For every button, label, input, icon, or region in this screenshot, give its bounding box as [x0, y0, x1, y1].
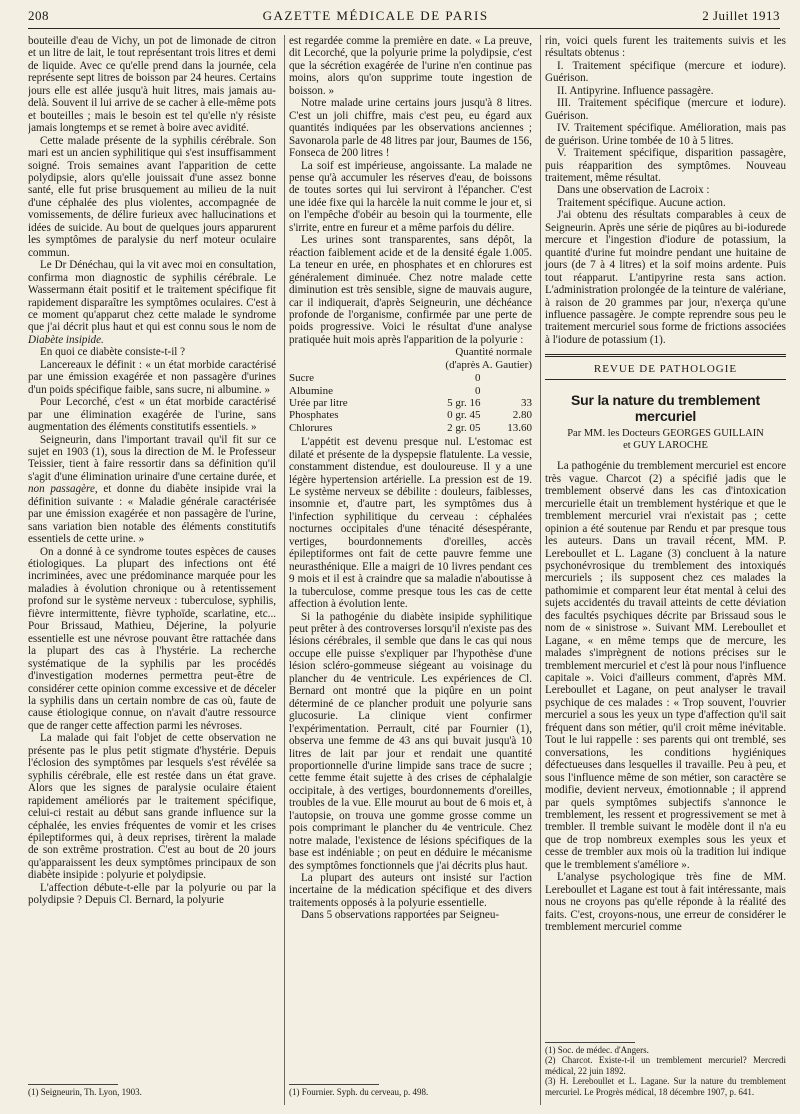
footnote-rule: [545, 1042, 635, 1043]
paragraph-text: et donne du diabète insipide vrai la définition suivante : « Maladie générale caractérisée par une émission exagérée et non passagère de l'urine, sans variation bien notable des éléments constitutifs essentiels de cette urine. »: [28, 483, 276, 546]
analysis-label: Phosphates: [289, 409, 339, 422]
page-header: [28, 8, 780, 29]
article-title: Sur la nature du tremblement mercuriel: [571, 392, 760, 425]
analysis-row: [289, 397, 532, 409]
analysis-row: [289, 372, 532, 384]
analysis-normal: 2.80: [512, 409, 532, 422]
term-diabete-insipide: Diabète insipide.: [28, 333, 104, 346]
treatment-result: IV. Traitement spécifique. Amélioration, mais pas de guérison. Urine tombée de 10 à 5 litres.: [545, 122, 786, 147]
paragraph: Notre malade urine certains jours jusqu'à 8 litres. C'est un joli chiffre, mais c'est peu, eu égard aux quantités indiquées par les observations anciennes ; Savonarola parle de 48 litres par jour, Baumes de 156, Fonseca de 200 litres !: [289, 97, 532, 160]
treatment-result: II. Antipyrine. Influence passagère.: [557, 84, 714, 97]
footnote: (1) Seigneurin, Th. Lyon, 1903.: [28, 1086, 142, 1097]
paragraph: rin, voici quels furent les traitements suivis et les résultats obtenus :: [545, 35, 786, 60]
analysis-heading-line: Quantité normale: [455, 346, 532, 359]
analysis-normal: [480, 385, 532, 397]
analysis-value: 0: [474, 384, 481, 397]
footnote: (1) Fournier. Syph. du cerveau, p. 498.: [289, 1086, 429, 1097]
emphasis: non passagère,: [28, 483, 98, 496]
paragraph: L'affection débute-t-elle par la polyurie ou par la polydipsie ? Depuis Cl. Bernard, la polyurie: [28, 881, 276, 907]
article-byline: [545, 428, 786, 452]
paragraph: La soif est impérieuse, angoissante. La malade ne pense qu'à accumuler les réserves d'eau, de boissons de toutes sortes qui lui serviront à l'épancher. C'est une idée fixe qui la harcèle la nuit comme le jour et, si on l'empêche d'obéir au besoin qui la tourmente, elle s'irrite, entre en fureur et a même parfois du délire.: [289, 159, 532, 234]
paragraph: En quoi ce diabète consiste-t-il ?: [40, 346, 186, 359]
byline-line: et GUY LAROCHE: [623, 440, 708, 452]
analysis-row: [289, 409, 532, 421]
paragraph: J'ai obtenu des résultats comparables à ceux de Seigneurin. Après une série de piqûres au bi-iodurede mercure et l'ingestion d'iodure de potassium, la quantité d'urine fut moindre pendant une huitaine de jours (de 7 à 4 litres) et la soif moins ardente. Puis tout réapparut. L'antipyrine resta sans action. L'administration prolongée de la teinture de valériane, à raison de 20 grammes par jour, n'exerça qu'une influence passagère. Je compte reprendre sous peu le traitement mercuriel sous forme de frictions associées à l'iodure de potassium (1).: [545, 209, 786, 346]
analysis-label: Sucre: [289, 372, 315, 385]
paragraph: La plupart des auteurs ont insisté sur l'action incertaine de la médication spécifique et des divers traitements opposés à la polyurie essentielle.: [289, 872, 532, 909]
section-rule: [545, 379, 786, 380]
analysis-value: 5 gr. 16: [447, 396, 481, 409]
section-divider: [545, 354, 786, 357]
paragraph: Dans 5 observations rapportées par Seigneu-: [301, 909, 500, 922]
urine-analysis-table: [289, 372, 532, 434]
journal-title: GAZETTE MÉDICALE DE PARIS: [262, 8, 489, 23]
footnote: (3) H. Lereboullet et L. Lagane. Sur la nature du tremblement mercuriel. Le Progrès médical, 18 décembre 1907, p. 641.: [545, 1076, 786, 1097]
analysis-heading: [289, 346, 532, 371]
paragraph: L'appétit est devenu presque nul. L'estomac est dilaté et présente de la dyspepsie flatulente. La vessie, constamment distendue, est douloureuse. Il y a une légère hypertension artérielle. La pression est de 19. Le système nerveux se débilite : douleurs, faiblesses, insomnie et, d'autre part, les symptômes dus à l'infection syphilitique du cerveau : céphalées nocturnes occipitales d'une ténacité désespérante, vertiges, bourdonnements d'oreilles, accès épileptiformes ont fait de cette pauvre femme une neurasthénique. Elle a maigri de 10 livres pendant ces 9 mois et il est à craindre que sa maladie n'aboutisse à la tuberculose, comme presque tous les cas de cette affection à évolution lente.: [289, 436, 532, 611]
paragraph: bouteille d'eau de Vichy, un pot de limonade de citron et un litre de lait, le tout représentant trois litres et demi de liquide. Avec ce qu'elle prend dans la journée, cela représente sept litres de boisson par 24 heures. Certains jours elle est allée jusqu'à huit litres, mais jamais au-delà. Souvent il lui arrive de se cacher à elle-même pots et bouteilles ; mais le besoin est tel qu'elle n'y résiste jamais longtemps et se remet à boire avec avidité.: [28, 35, 276, 135]
column-2: [284, 35, 532, 1105]
treatment-result: III. Traitement spécifique (mercure et iodure). Guérison.: [545, 97, 786, 122]
analysis-value: 2 gr. 05: [447, 421, 481, 434]
paragraph: Pour Lecorché, c'est « un état morbide caractérisé par une élimination exagérée de l'urine, sans augmentation des éléments constitutifs essentiels. »: [28, 396, 276, 434]
paragraph: La pathogénie du tremblement mercuriel est encore très vague. Charcot (2) a spécifié jadis que le tremblement observé dans les cas d'intoxication mercurielle était un tremblement hystérique et que le tremblement mercuriel vrai n'existait pas ; cette opinion a été soutenue par Rendu et par presque tous les auteurs. Dans un travail récent, MM. P. Lereboullet et L. Lagane (3) concluent à la nature psychonévrosique du tremblement des intoxiqués mercuriels ; ils supposent chez ces malades la pathomimie et comparent leur état mental à celui des sujets accidentés du travail atteints de cette déviation des facultés psychiques décrite par Brissaud sous le nom de « sinistrose ». Suivant MM. Lereboullet et Lagane, « en même temps que de mercure, les malades s'imprègnent de notions précises sur le tremblement mercuriel et c'est là pour nous l'influence capitale ». Voici d'ailleurs comment, d'après MM. Lereboullet et Lagane, on peut analyser le travail psychique de ces malades : « Trop souvent, l'ouvrier mercuriel a sous les yeux un type d'affection qu'il sait fréquent dans son métier, qu'il croit même inévitable. Tout le lui rappelle : ses parents qui ont tremblé, ses conversations, les conditions hygiéniques défectueuses dans lesquelles il travaille. Peu à peu, et sous l'influence même de son métier, son caractère se modifie, devient nerveux, émotionnable ; il apprend par quels symptômes subjectifs s'annonce le tremblement, les ressent et progressivement se met à trembler. Il tremble suivant le modèle dont il n'a eu que de trop nombreux exemples sous les yeux et cesse de trembler aux mois où la tradition lui indique que le tremblement s'améliore ».: [545, 460, 786, 871]
paragraph-text: Le Dr Dénéchau, qui la vit avec moi en consultation, confirma mon diagnostic de syphilis cérébrale. Le Wassermann était positif et le traitement spécifique fit rapidement disparaître les symptômes oculaires. C'est à ce moment qu'apparut chez cette malade le syndrome que j'ai décrit plus haut et qui est connu sous le nom de: [28, 259, 276, 334]
paragraph: [28, 434, 276, 546]
paragraph: Traitement spécifique. Aucune action.: [557, 196, 726, 209]
analysis-label: Chlorures: [289, 421, 333, 434]
paragraph: Dans une observation de Lacroix :: [557, 184, 710, 197]
paragraph: Lancereaux le définit : « un état morbide caractérisé par une émission exagérée et non passagère d'urines d'un poids spécifique faible, sans sucre, ni albumine. »: [28, 358, 276, 396]
analysis-label: Albumine: [289, 384, 333, 397]
byline-line: Par MM. les Docteurs GEORGES GUILLAIN: [567, 428, 764, 440]
paragraph: [28, 259, 276, 346]
treatment-result: I. Traitement spécifique (mercure et iodure). Guérison.: [545, 59, 786, 85]
footnote: (1) Soc. de médec. d'Angers.: [545, 1044, 649, 1055]
page-number: 208: [28, 8, 49, 23]
paragraph: L'analyse psychologique très fine de MM. Lereboullet et Lagane est tout à fait intéressante, mais nous ne croyons pas qu'elle réponde à la réalité des faits. C'est, croyons-nous, une erreur de considérer le tremblement mercuriel comme: [545, 871, 786, 934]
issue-date: 2 Juillet 1913: [702, 8, 780, 23]
analysis-value: 0: [474, 372, 481, 385]
footnotes: [289, 1080, 532, 1098]
paragraph: est regardée comme la première en date. « La preuve, dit Lecorché, que la polyurie prime la polydipsie, c'est que la sécrétion exagérée de l'urine n'en continue pas moins, alors qu'on supprime toute ingestion de boisson. »: [289, 35, 532, 97]
analysis-row: [289, 422, 532, 434]
analysis-value: 0 gr. 45: [447, 409, 481, 422]
footnote: (2) Charcot. Existe-t-il un tremblement mercuriel? Mercredi médical, 22 juin 1892.: [545, 1055, 786, 1076]
paragraph-text: Seigneurin, dans l'important travail qu'il fit sur ce sujet en 1903 (1), sous la direction de M. le Professeur Teissier, tient à faire ressortir dans sa définition qu'il s'agit d'une élimination urinaire d'une certaine durée, et: [28, 433, 276, 483]
analysis-normal: 13.60: [507, 421, 532, 434]
column-3: [540, 35, 786, 1105]
paragraph: On a donné à ce syndrome toutes espèces de causes étiologiques. La plupart des infections ont été incriminées, avec une prédominance marquée pour les maladies à évolution chronique ou à retentissement profond sur le système nerveux : tuberculose, syphilis, fièvre intermittente, fièvre typhoïde, scarlatine, etc... Pour Brissaud, Mathieu, Déjerine, la polyurie essentielle est une névrose pouvant être rattachée dans la plupart des cas à l'hystérie. La recherche systématique de la syphilis par les procédés d'investigation modernes permettra peut-être de considérer cette opinion comme excessive et de déceler la syphilis dans un certain nombre de cas où, faute de cause étiologique connue, on n'avait d'autre ressource que de ranger cette affection parmi les névroses.: [28, 545, 276, 732]
analysis-label: Urée par litre: [289, 396, 348, 409]
footnote-rule: [28, 1084, 118, 1085]
footnotes: [28, 1080, 276, 1098]
paragraph: Si la pathogénie du diabète insipide syphilitique peut prêter à des controverses lorsqu'il n'existe pas des lésions cérébrales, il semble que dans le cas qui nous occupe elle puisse s'expliquer par l'hypothèse d'une lésion scléro-gommeuse siégeant au voisinage du plancher du 4e ventricule. Les expériences de Cl. Bernard ont montré que la piqûre en un point déterminé de ce plancher produit une polyurie sans glucosurie. La clinique vient confirmer l'expérimentation. Perrault, cité par Fournier (1), observa une femme de 43 ans qui buvait jusqu'à 10 litres de lait par jour et rendait une quantité proportionnelle d'urine limpide sans trace de sucre ; cette femme était sujette à des crises de céphalalgie occipitale, à des vertiges, bourdonnements d'oreilles, troubles de la vue. Elle mourut au bout de 6 mois et, à l'autopsie, on trouva une gomme grosse comme un pois comprimant le plancher du 4e ventricule. Chez notre malade, l'existence de lésions spécifiques de la base est indéniable ; on peut en déduire le mécanisme des symptômes fonctionnels que j'ai décrits plus haut.: [289, 610, 532, 872]
analysis-normal: [480, 372, 532, 384]
paragraph: Les urines sont transparentes, sans dépôt, la réaction faiblement acide et de la densité égale 1.005. La teneur en urée, en phosphates et en chlorures est généralement diminuée. Chez notre malade cette diminution est très sensible, signe de mauvais augure, car il indiquerait, d'après Seigneurin, une déchéance profonde de l'organisme, confirmée par une perte de poids progressive. Voici le résultat d'une analyse pratiquée huit mois après l'apparition de la polyurie :: [289, 234, 532, 346]
paragraph: La malade qui fait l'objet de cette observation ne présente pas le plus petit stigmate d'hystérie. Depuis l'éclosion des symptômes par lesquels s'est révélée sa syphilis cérébrale, elle est restée dans un état grave. Alors que les signes de paralysie oculaire étaient rapidement améliorés par le traitement spécifique, celui-ci restait au début sans grande influence sur la céphalée, les envies fréquentes de vomir et les crises épileptiformes qui, à deux reprises, tirèrent la malade de son extrême prostration. C'est au bout de 20 jours qu'apparaissent les deux symptômes principaux de son diabète insipide : polyurie et polydipsie.: [28, 732, 276, 882]
footnote-rule: [289, 1084, 379, 1085]
analysis-heading-line: (d'après A. Gautier): [445, 358, 532, 371]
paragraph: Cette malade présente de la syphilis cérébrale. Son mari est un ancien syphilitique qui s'est insuffisamment soigné. Trois semaines avant l'apparition de cette polydipsie, alors qu'elle jouissait d'une assez bonne santé, elle fut prise brusquement au milieu de la nuit d'une céphalée des plus violentes, accompagnée de vomissements, de délire furieux avec hallucinations et idées de suicide. Au bout de quelques jours apparurent les symptômes de paralysie du nerf moteur oculaire commun.: [28, 134, 276, 259]
footnotes: [545, 1038, 786, 1098]
analysis-row: [289, 385, 532, 397]
column-1: [28, 35, 276, 1105]
section-heading: REVUE DE PATHOLOGIE: [593, 363, 738, 376]
analysis-normal: 33: [521, 396, 532, 409]
treatment-result: V. Traitement spécifique, disparition passagère, puis réapparition des symptômes. Nouveau traitement, même résultat.: [545, 147, 786, 184]
